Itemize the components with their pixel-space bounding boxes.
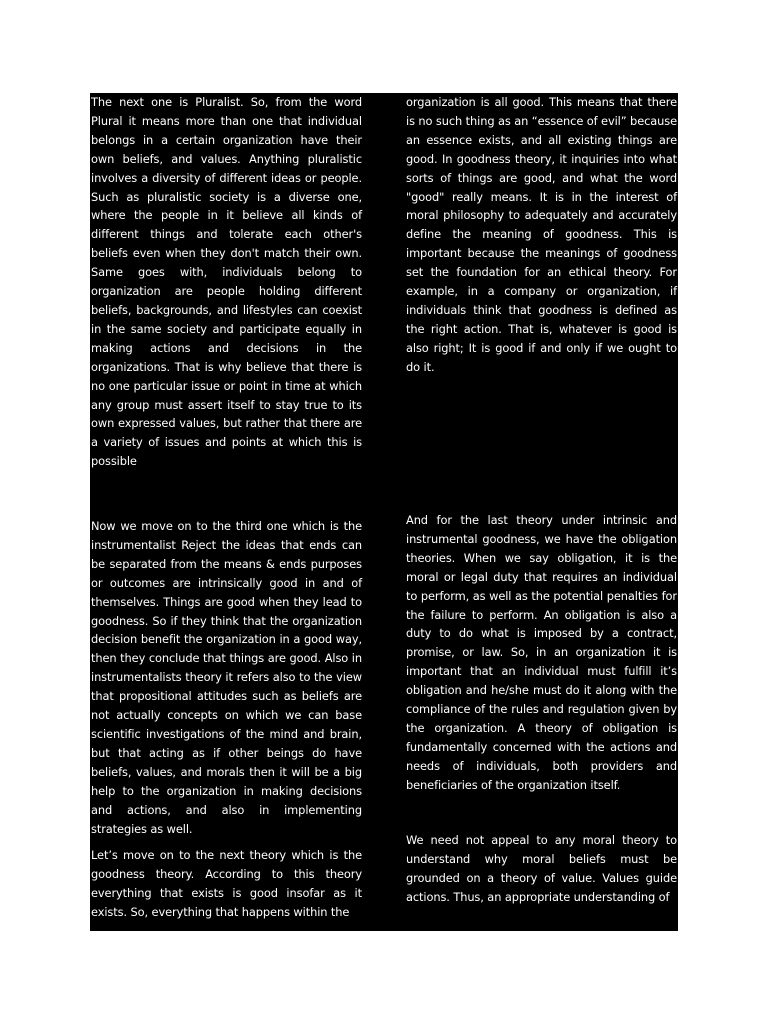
goodness-continuation-text: organization is all good. This means that there is no such thing as an “essence of evil” because an essence exists, and all existing things are good. In goodness theory, it inquiries into what sorts of things are good, and what the word "good" really means. It is in the interest of moral philosophy to adequately and accurately define the meaning of goodness. This is important because the meanings of goodness set the foundation for an ethical theory. For example, in a company or organization, if individuals think that goodness is defined as the right action. That is, whatever is good is also right; It is good if and only if we ought to do it. bbox=[406, 95, 678, 374]
goodness-intro-paragraph bbox=[91, 846, 362, 922]
value-theory-paragraph bbox=[406, 831, 677, 907]
obligation-text: And for the last theory under intrinsic and instrumental goodness, we have the obligation theories. When we say obligation, it is the moral or legal duty that requires an individual to perform, as well as the potential penalties for the failure to perform. An obligation is also a duty to do what is imposed by a contract, promise, or law. So, in an organization it is important that an individual must fulfill it’s obligation and he/she must do it along with the compliance of the rules and regulation given by the organization. A theory of obligation is fundamentally concerned with the actions and needs of individuals, both providers and beneficiaries of the organization itself. bbox=[406, 513, 677, 792]
goodness-continuation-paragraph bbox=[406, 93, 677, 377]
pluralist-text: The next one is Pluralist. So, from the word Plural it means more than one that individual belongs in a certain organization have their own beliefs, and values. Anything pluralistic involves a diversity of different ideas or people. Such as pluralistic society is a diverse one, where the people in it believe all kinds of different things and tolerate each other's beliefs even when they don't match their own. Same goes with, individuals belong to organization are people holding different beliefs, backgrounds, and lifestyles can coexist in the same society and participate equally in making actions and decisions in the organizations. That is why believe that there is no one particular issue or point in time at which any group must assert itself to stay true to its own expressed values, but rather that there are a variety of issues and points at which this is possible bbox=[91, 95, 362, 469]
pluralist-paragraph bbox=[91, 93, 362, 471]
instrumentalist-paragraph bbox=[91, 517, 362, 838]
value-theory-text: We need not appeal to any moral theory to understand why moral beliefs must be grounded on a theory of value. Values guide actions. Thus, an appropriate understanding of bbox=[406, 833, 677, 904]
obligation-paragraph bbox=[406, 511, 677, 795]
instrumentalist-text: Now we move on to the third one which is the instrumentalist Reject the ideas that ends can be separated from the means & ends purposes or outcomes are intrinsically good in and of themselves. Things are good when they lead to goodness. So if they think that the organization decision benefit the organization in a good way, then they conclude that things are good. Also in instrumentalists theory it refers also to the view that propositional attitudes such as beliefs are not actually concepts on which we can base scientific investigations of the mind and brain, but that acting as if other beings do have beliefs, values, and morals then it will be a big help to the organization in making decisions and actions, and also in implementing strategies as well. bbox=[91, 519, 362, 836]
goodness-intro-text: Let’s move on to the next theory which is the goodness theory. According to this theory everything that exists is good insofar as it exists. So, everything that happens within the bbox=[91, 848, 362, 919]
